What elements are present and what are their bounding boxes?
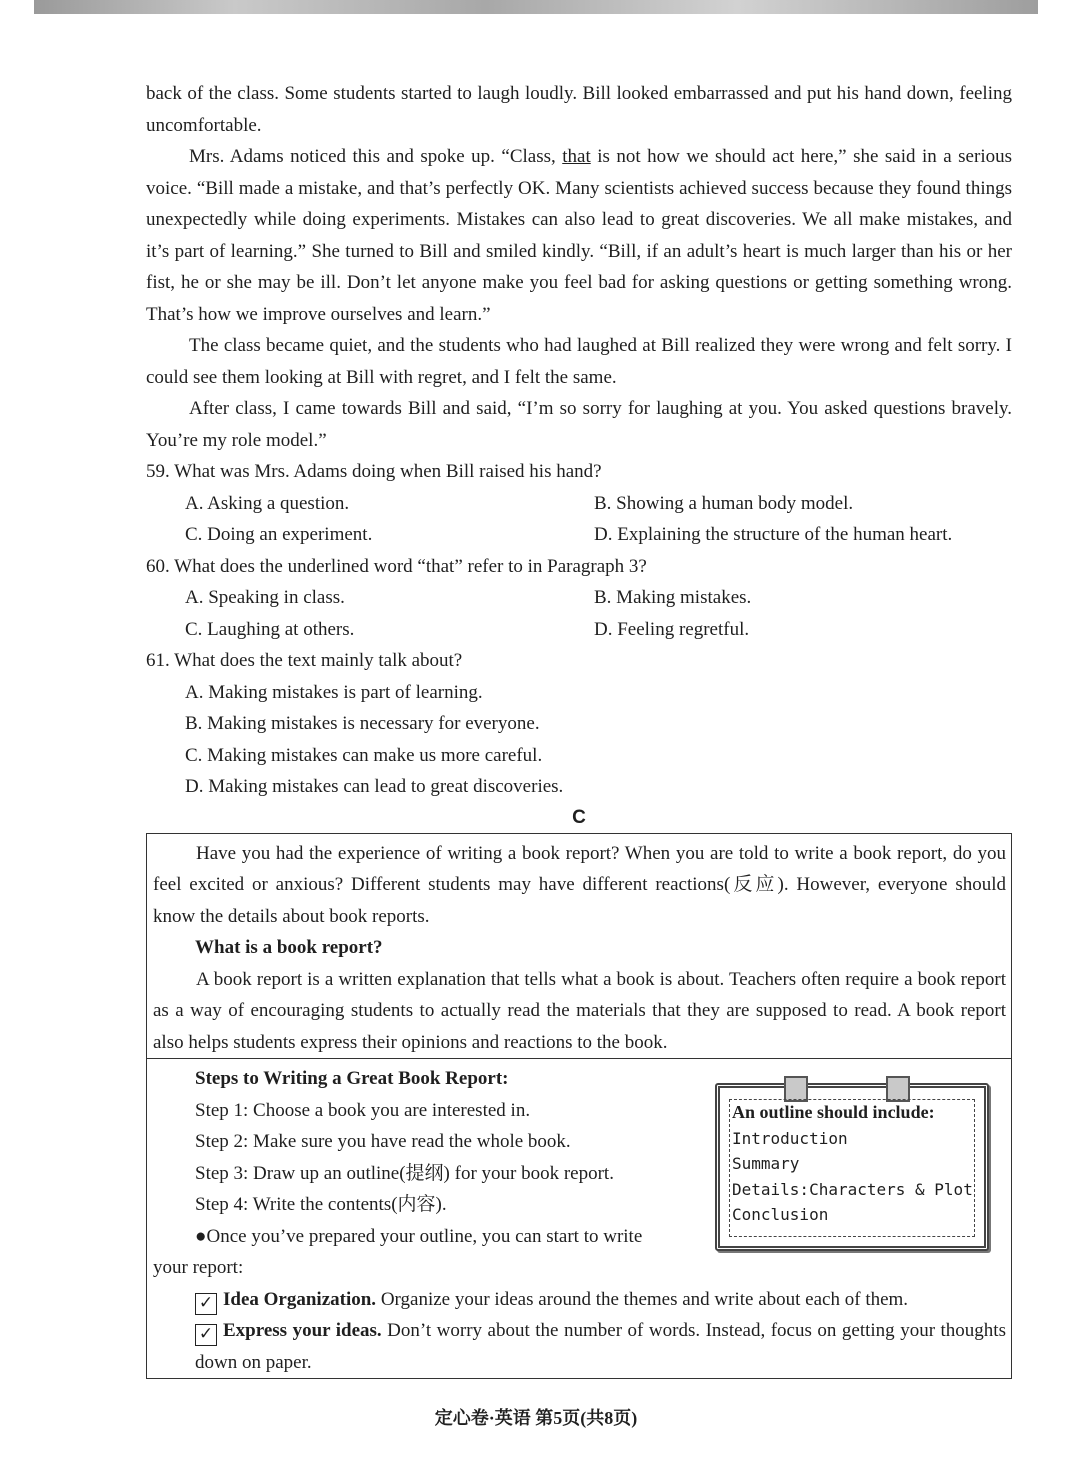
question-60 (146, 551, 1012, 646)
outline-title: An outline should include: (732, 1102, 935, 1122)
paragraph-2-end: back of the class. Some students started to laugh loudly. Bill looked embarrassed and put his hand down, feeling uncomfortable. (146, 83, 1012, 136)
outline-list (729, 1099, 975, 1237)
outline-item: Introduction (732, 1128, 848, 1148)
outline-item: Conclusion (732, 1205, 829, 1224)
option-d: D. Making mistakes can lead to great discoveries. (185, 776, 564, 797)
option-c: C. Making mistakes can make us more careful. (185, 744, 543, 766)
underlined-word-that: that (562, 146, 591, 167)
option-a: A. Speaking in class. (185, 587, 345, 608)
step-2: Step 2: Make sure you have read the whole book. (195, 1131, 571, 1152)
option-d: D. Feeling regretful. (594, 618, 750, 640)
question-stem: 61. What does the text mainly talk about? (146, 650, 463, 671)
page-content (146, 78, 1012, 1379)
outline-item: Details:Characters & Plot (732, 1179, 973, 1199)
intro-part (147, 834, 1011, 1060)
steps-heading: Steps to Writing a Great Book Report: (195, 1068, 509, 1089)
option-b: B. Making mistakes. (594, 587, 752, 608)
check-item-1 (153, 1284, 1006, 1316)
definition-paragraph: A book report is a written explanation that tells what a book is about. Teachers often require a book report as a way of encouraging students to actually read the materials that they are supposed to read. A book report also helps students express their opinions and reactions to the book. (153, 968, 1006, 1053)
question-59 (146, 456, 1012, 551)
check-item-title: Idea Organization. (223, 1288, 377, 1310)
checkbox-icon: ✓ (195, 1293, 217, 1315)
option-a: A. Making mistakes is part of learning. (185, 681, 483, 703)
outline-item: Summary (732, 1154, 800, 1173)
paragraph-3 (146, 141, 1012, 330)
check-item-2 (153, 1315, 1006, 1378)
step-3: Step 3: Draw up an outline(提纲) for your book report. (195, 1162, 614, 1184)
section-letter: C (572, 806, 586, 828)
option-list (146, 488, 1012, 551)
option-b: B. Making mistakes is necessary for everyone. (185, 713, 540, 734)
p3-after: is not how we should act here,” she said in a serious voice. “Bill made a mistake, and that’s perfectly OK. Many scientists achieved success because they found things unexpectedly while doing experiments. Mistakes can also lead to great discoveries. We all make mistakes, and it’s part of learning.” She turned to Bill and smiled kindly. “Bill, if an adult’s heart is much larger than his or her fist, he or she may be ill. Don’t let anyone make you feel bad for asking questions or getting something wrong. That’s how we improve ourselves and learn.” (146, 146, 1012, 325)
check-item-text: Don’t worry about the number of words. Instead, focus on getting your thoughts down on paper. (195, 1320, 1006, 1373)
question-stem: 60. What does the underlined word “that” refer to in Paragraph 3? (146, 555, 647, 577)
intro-paragraph: Have you had the experience of writing a book report? When you are told to write a book report, do you feel excited or anxious? Different students may have different reactions(反应). However, everyone should know the details about book reports. (153, 842, 1006, 927)
page-footer: 定心卷·英语 第5页(共8页) (434, 1408, 638, 1428)
option-d: D. Explaining the structure of the human heart. (594, 524, 953, 545)
option-c: C. Doing an experiment. (185, 524, 373, 545)
paragraph-5: After class, I came towards Bill and said, “I’m so sorry for laughing at you. You asked questions bravely. You’re my role model.” (146, 398, 1012, 451)
option-a: A. Asking a question. (185, 492, 350, 514)
check-item-text: Organize your ideas around the themes and write about each of them. (376, 1288, 909, 1310)
passage-c-box (146, 833, 1012, 1380)
steps-part (147, 1059, 1011, 1378)
option-b: B. Showing a human body model. (594, 492, 854, 514)
bullet-line: ●Once you’ve prepared your outline, you can start to write (195, 1225, 643, 1247)
p3-before: Mrs. Adams noticed this and spoke up. “Class, (189, 146, 563, 167)
scan-top-edge (34, 0, 1038, 14)
check-item-title: Express your ideas. (223, 1320, 382, 1341)
outline-box (715, 1083, 989, 1251)
bullet-line-cont: your report: (153, 1257, 244, 1278)
question-61 (146, 645, 1012, 803)
paragraph-4: The class became quiet, and the students who had laughed at Bill realized they were wrong and felt sorry. I could see them looking at Bill with regret, and I felt the same. (146, 335, 1012, 388)
heading-what-is: What is a book report? (195, 937, 383, 958)
question-stem: 59. What was Mrs. Adams doing when Bill raised his hand? (146, 461, 602, 482)
checkbox-icon: ✓ (195, 1324, 217, 1346)
option-list (146, 582, 1012, 645)
option-c: C. Laughing at others. (185, 618, 355, 640)
step-4: Step 4: Write the contents(内容). (195, 1194, 447, 1215)
step-1: Step 1: Choose a book you are interested in. (195, 1099, 531, 1121)
